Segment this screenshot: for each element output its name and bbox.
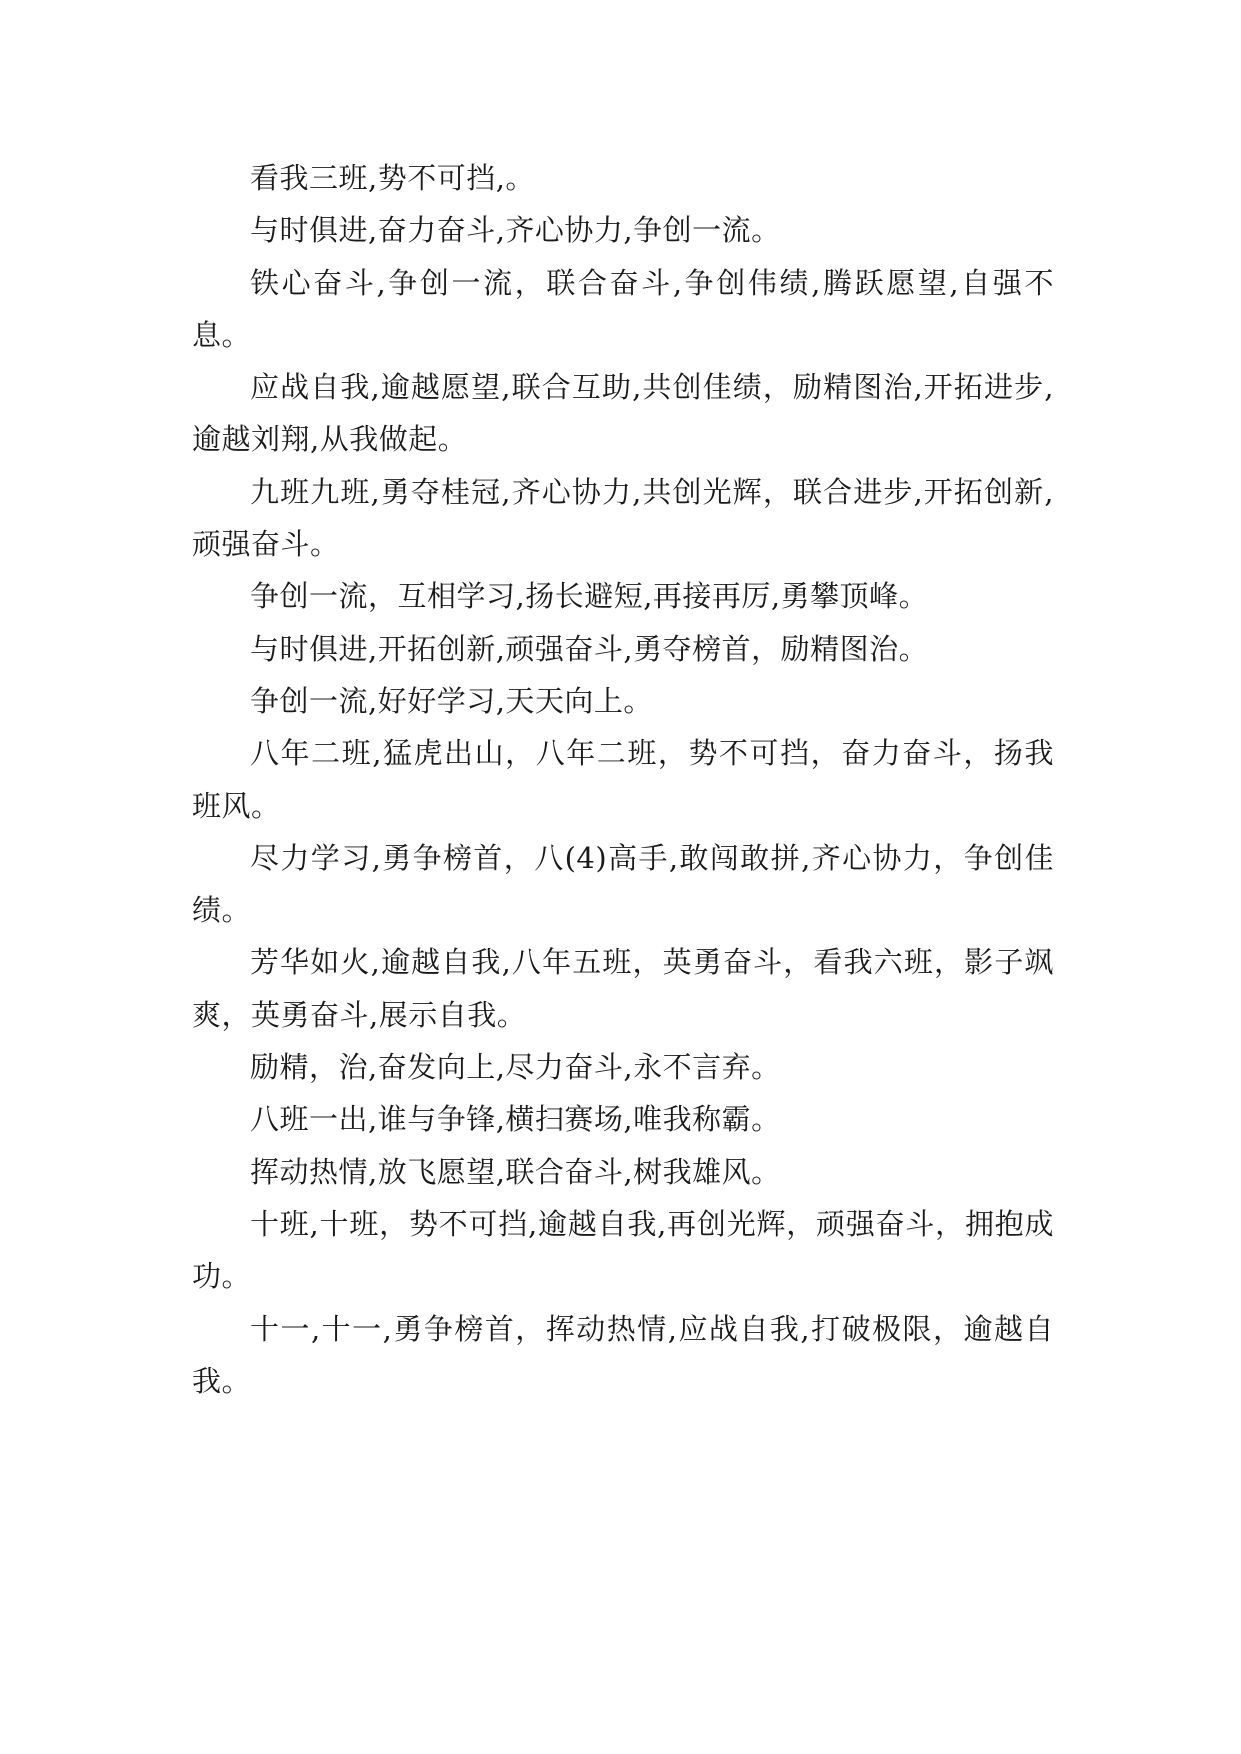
paragraph: 与时俱进,奋力奋斗,齐心协力,争创一流。 [250, 213, 781, 248]
document-body [192, 152, 1054, 1407]
paragraph: 九班九班,勇夺桂冠,齐心协力,共创光辉，联合进步,开拓创新,顽强奋斗。 [192, 474, 1054, 562]
paragraph: 八班一出,谁与争锋,横扫赛场,唯我称霸。 [250, 1102, 781, 1137]
paragraph: 争创一流，互相学习,扬长避短,再接再厉,勇攀顶峰。 [250, 579, 929, 614]
paragraph: 十一,十一,勇争榜首，挥动热情,应战自我,打破极限，逾越自我。 [192, 1311, 1054, 1398]
paragraph: 八年二班,猛虎出山，八年二班，势不可挡，奋力奋斗，扬我班风。 [192, 736, 1054, 823]
paragraph: 芳华如火,逾越自我,八年五班，英勇奋斗，看我六班，影子飒爽，英勇奋斗,展示自我。 [192, 945, 1054, 1032]
paragraph: 励精，治,奋发向上,尽力奋斗,永不言弃。 [250, 1050, 781, 1085]
paragraph: 铁心奋斗,争创一流，联合奋斗,争创伟绩,腾跃愿望,自强不息。 [192, 265, 1054, 352]
paragraph: 争创一流,好好学习,天天向上。 [250, 683, 653, 718]
paragraph: 看我三班,势不可挡,。 [250, 161, 535, 195]
paragraph: 尽力学习,勇争榜首，八(4)高手,敢闯敢拼,齐心协力，争创佳绩。 [192, 840, 1054, 928]
paragraph: 十班,十班，势不可挡,逾越自我,再创光辉，顽强奋斗，拥抱成功。 [192, 1206, 1054, 1294]
paragraph: 挥动热情,放飞愿望,联合奋斗,树我雄风。 [250, 1154, 781, 1189]
paragraph: 与时俱进,开拓创新,顽强奋斗,勇夺榜首，励精图治。 [250, 631, 929, 666]
paragraph: 应战自我,逾越愿望,联合互助,共创佳绩，励精图治,开拓进步,逾越刘翔,从我做起。 [192, 370, 1054, 457]
